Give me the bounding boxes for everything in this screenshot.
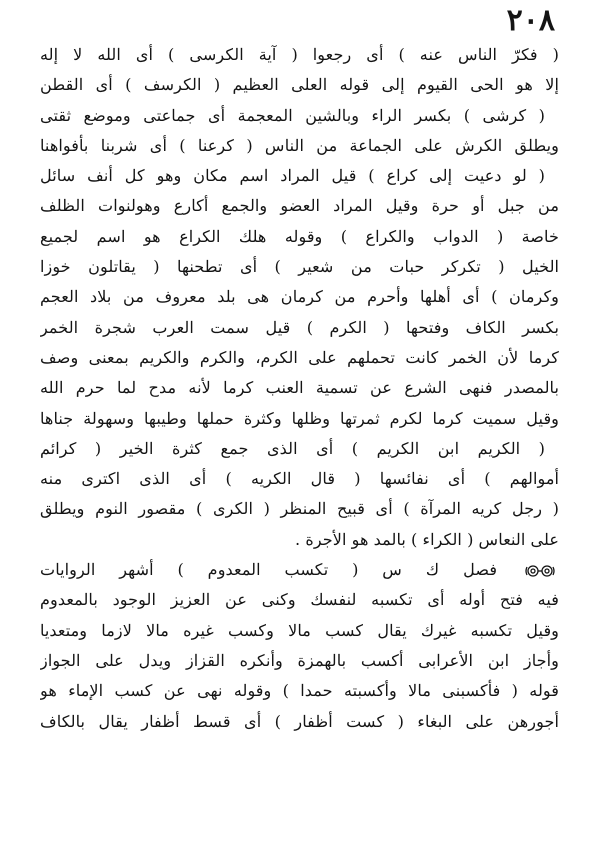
text-line-7: خاصة ( الدواب والكراع ) وقوله هلك الكراع هو اسم لجميع [40, 226, 559, 246]
text-line-2: إلا هو الحى القيوم إلى قوله العلى العظيم ( الكرسف ) أى القطن [40, 75, 559, 95]
text-line-3: ( كرشى ) بكسر الراء وبالشين المعجمة أى جماعتى وموضع ثقتى [40, 105, 545, 125]
section-line-3: وقيل تكسبه غيرك يقال كسب مالا وكسب غيره مالا لازما ومتعديا [40, 620, 559, 640]
section-line-2: فيه فتح أوله أى تكسبه لنفسك وكنى عن العزيز الوجود بالمعدوم [40, 590, 559, 610]
text-line-13: وقيل سميت كرما لكرم ثمرتها وظلها وكثرة حملها وطيبها وسهولة جناها [40, 408, 559, 428]
text-line-14: ( الكريم ابن الكريم ) أى الذى جمع كثرة الخير ( كرائم [40, 438, 545, 458]
section-line-1: ( تكسب المعدوم ) أشهر الروايات [40, 560, 359, 580]
text-line-8: الخيل ( تكركر حبات من شعير ) أى تطحنها ( يقاتلون خوزا [40, 257, 559, 277]
text-line-16: ( رجل كريه المرآة ) أى قبيح المنظر ( الكرى ) مقصور النوم ويطلق [40, 499, 559, 519]
text-line-9: وكرمان ) أى أهلها وأحرم من كرمان هى بلد معروف من بلاد العجم [40, 287, 559, 307]
text-line-12: بالمصدر فنهى الشرع عن تسمية العنب كرما لأنه مدح لما حرم الله [40, 378, 559, 398]
text-line-11: كرما لأن الخمر كانت تحملهم على الكرم، والكرم والكريم بمعنى وصف [40, 347, 559, 367]
section-line-5: قوله ( فأكسبنى مالا وأكسبته حمدا ) وقوله نهى عن كسب الإماء هو [40, 681, 559, 701]
text-line-17: على النعاس ( الكراء ) بالمد هو الأجرة . [295, 529, 559, 549]
text-line-5: ( لو دعيت إلى كراع ) قيل المراد اسم مكان وهو كل أنف سائل [40, 166, 545, 186]
text-line-1: ( فكرّ الناس عنه ) أى رجعوا ( آية الكرسى ) أى الله لا إله [40, 45, 559, 64]
main-text [40, 40, 559, 737]
ornament-icon [525, 563, 555, 579]
section-heading-line [40, 555, 559, 585]
text-line-6: من جبل أو حرة وقيل المراد العضو والجمع أكارع وهولنوات الظلف [40, 196, 559, 216]
page-number: ٢٠٨ [506, 3, 555, 38]
text-line-10: بكسر الكاف وفتحها ( الكرم ) قيل سمت العرب شجرة الخمر [40, 317, 559, 337]
section-line-6: أجورهن على البغاء ( كست أظفار ) أى قسط أظفار يقال بالكاف [40, 711, 559, 731]
section-line-4: وأجاز ابن الأعرابى أكسب بالهمزة وأنكره القزاز ويدل على الجواز [40, 650, 559, 670]
text-line-4: ويطلق الكرش على الجماعة من الناس ( كرعنا ) أى شربنا بأفواهنا [40, 135, 559, 155]
text-line-15: أموالهم ) أى نفائسها ( قال الكريه ) أى الذى اكترى منه [40, 469, 559, 489]
section-heading: فصل ك س [382, 560, 498, 580]
